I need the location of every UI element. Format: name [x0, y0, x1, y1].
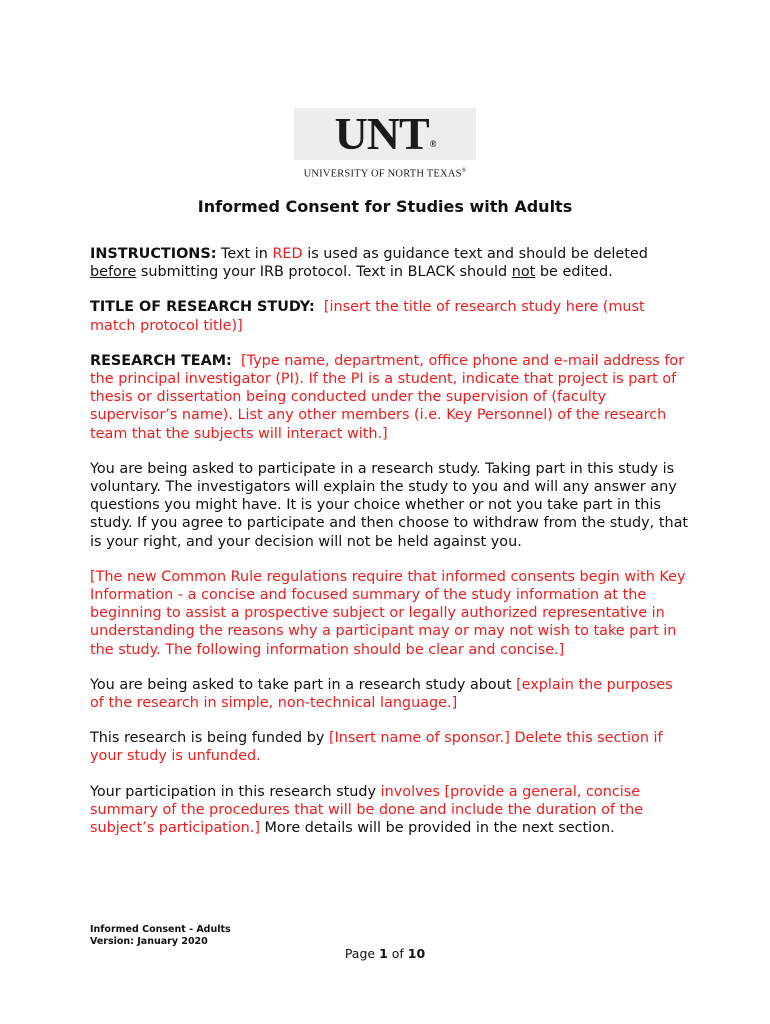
study-title-label: TITLE OF RESEARCH STUDY: [90, 299, 315, 316]
instructions-text-2: is used as guidance text and should be deleted [302, 246, 648, 262]
document-body [90, 245, 690, 854]
footer-form-name: Informed Consent - Adults [90, 924, 231, 935]
instructions-paragraph [90, 245, 690, 281]
page-number [0, 946, 770, 961]
study-title-paragraph [90, 298, 690, 334]
page-word: Page [344, 946, 380, 961]
voluntary-paragraph: You are being asked to participate in a research study. Taking part in this study is voluntary. The investigators will explain the study to you and will any answer any questions you might have. It is your choice whether or not you take part in this study. If you agree to participate and then choose to withdraw from the study, that is your right, and your decision will not be held against you. [90, 460, 689, 550]
unt-logo [290, 106, 480, 182]
research-team-paragraph [90, 352, 690, 443]
logo-subtitle-registered: ® [461, 168, 467, 174]
logo-registered-mark: ® [429, 139, 436, 149]
page-of: of [387, 946, 408, 961]
page-total: 10 [407, 946, 426, 961]
research-team-label: RESEARCH TEAM: [90, 352, 232, 369]
footer-meta [90, 924, 231, 948]
participation-text-after: More details will be provided in the next section. [259, 820, 615, 837]
instructions-label: INSTRUCTIONS: [90, 246, 217, 262]
purpose-guidance: [explain the purposes of the research in simple, non-technical language.] [90, 676, 673, 712]
document-title: Informed Consent for Studies with Adults [197, 197, 573, 216]
instructions-text-4: be edited. [535, 264, 613, 281]
instructions-red-word: RED [272, 246, 303, 262]
instructions-not: not [511, 264, 536, 281]
participation-paragraph [90, 783, 690, 838]
purpose-text: You are being asked to take part in a research study about [90, 676, 517, 693]
logo-subtitle-text: UNIVERSITY OF NORTH TEXAS [303, 168, 462, 180]
common-rule-guidance: [The new Common Rule regulations require that informed consents begin with Key Information - a concise and focused summary of the study information at the beginning to assist a prospective subject or legally authorized representative in understanding the reasons why a participant may or may not wish to take part in the study. The following information should be clear and concise.] [90, 568, 686, 658]
logo-wordmark [290, 108, 480, 160]
page-current: 1 [379, 946, 388, 961]
logo-subtitle [290, 168, 480, 180]
funding-text: This research is being funded by [90, 730, 329, 747]
logo-mark-text: UNT [334, 108, 429, 159]
purpose-paragraph [90, 676, 690, 712]
funding-guidance: [Insert name of sponsor.] Delete this section if your study is unfunded. [90, 730, 663, 765]
funding-paragraph [90, 729, 690, 765]
instructions-text-1: Text in [216, 246, 273, 262]
participation-text: Your participation in this research study [90, 783, 381, 800]
instructions-before: before [90, 264, 137, 281]
footer-version: Version: January 2020 [90, 936, 208, 947]
participation-guidance: involves [provide a general, concise summary of the procedures that will be done and include the duration of the subject’s participation.] [90, 783, 644, 837]
instructions-text-3: submitting your IRB protocol. Text in BLACK should [136, 264, 512, 281]
study-title-guidance: [insert the title of research study here (must match protocol title)] [90, 299, 645, 334]
research-team-guidance: [Type name, department, office phone and e-mail address for the principal investigator (PI). If the PI is a student, indicate that project is part of thesis or dissertation being conducted under the supervision of (faculty supervisor’s name). List any other members (i.e. Key Personnel) of the research team that the subjects will interact with.] [90, 352, 685, 442]
